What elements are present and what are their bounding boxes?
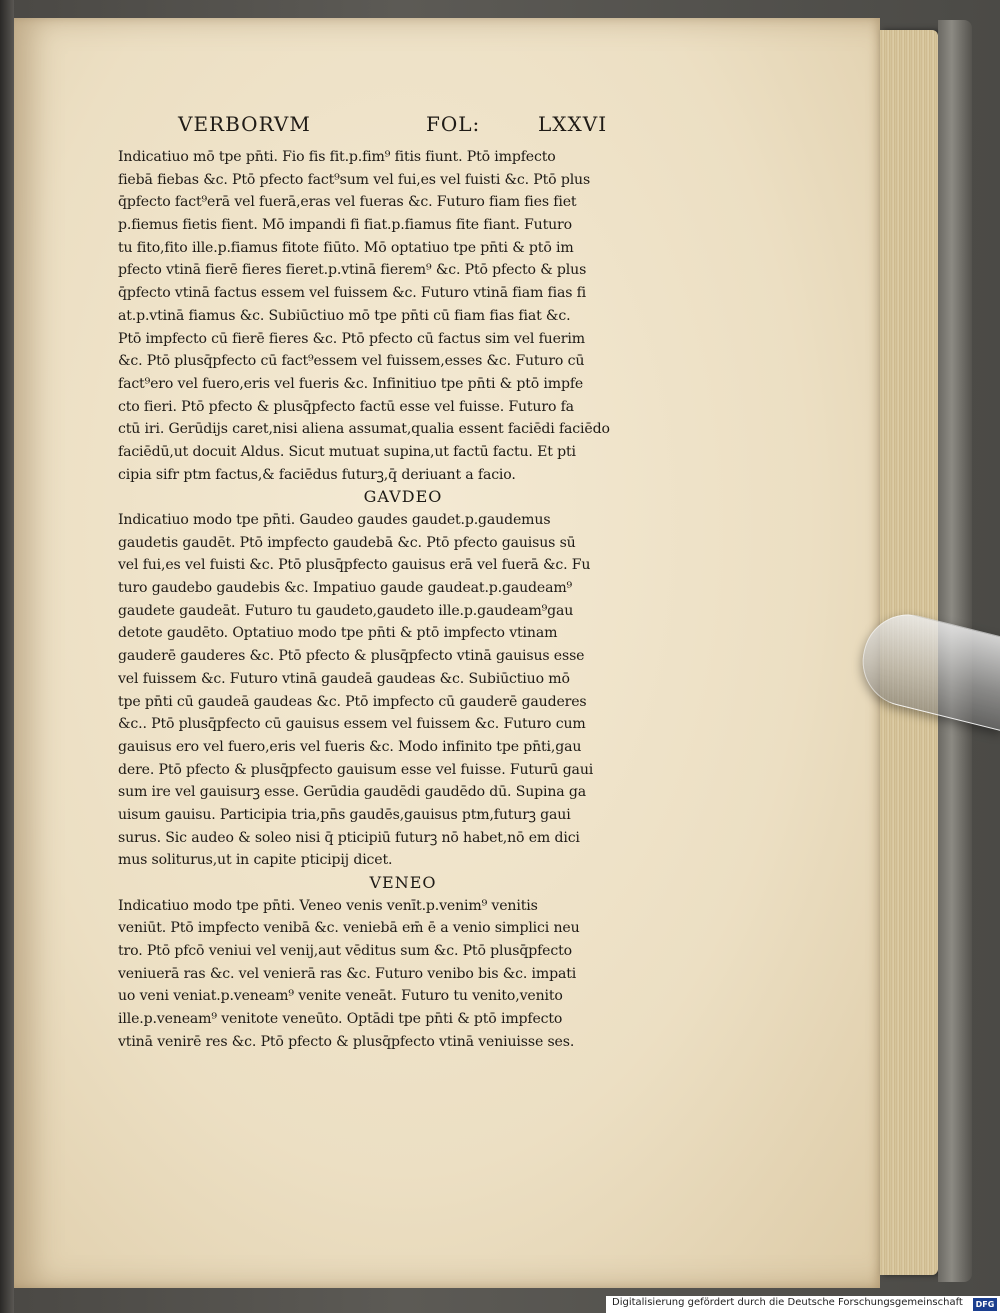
- text-line: &c. Ptō plusq̄pfecto cū fact⁹essem vel fuissem,esses &c. Futuro cū: [118, 353, 585, 370]
- text-line: gaudetis gaudēt. Ptō impfecto gaudebā &c. Ptō pfecto gauisus sū: [118, 534, 576, 551]
- text-line: at.p.vtinā fiamus &c. Subiūctiuo mō tpe pn̄ti cū fiam fias fiat &c.: [118, 307, 571, 324]
- folio-number: LXXVI: [538, 112, 608, 136]
- text-line: Ptō impfecto cū fierē fieres &c. Ptō pfecto cū factus sim vel fuerim: [118, 330, 585, 347]
- text-line: sum ire vel gauisurꝫ esse. Gerūdia gaudēdi gaudēdo dū. Supina ga: [118, 784, 587, 801]
- digitization-credit: Digitalisierung gefördert durch die Deutsche Forschungsgemeinschaft: [612, 1297, 963, 1308]
- text-line: veniūt. Ptō impfecto venibā &c. veniebā em̄ ē a venio simplici neu: [118, 920, 580, 937]
- text-line: dere. Ptō pfecto & plusq̄pfecto gauisum esse vel fuisse. Futurū gaui: [118, 761, 594, 778]
- text-line: vtinā venirē res &c. Ptō pfecto & plusq̄pfecto vtinā veniuisse ses.: [118, 1033, 575, 1050]
- text-line: Indicatiuo modo tpe pn̄ti. Veneo venis venīt.p.venim⁹ venitis: [118, 897, 538, 914]
- folio-label: FOL:: [426, 112, 481, 136]
- text-line: ille.p.veneam⁹ venitote veneūto. Optādi tpe pn̄ti & ptō impfecto: [118, 1011, 563, 1028]
- text-line: q̄pfecto fact⁹erā vel fuerā,eras vel fueras &c. Futuro fiam fies fiet: [118, 194, 577, 211]
- dfg-logo: DFG: [973, 1298, 997, 1311]
- text-line: Indicatiuo mō tpe pn̄ti. Fio fis fit.p.fim⁹ fitis fiunt. Ptō impfecto: [118, 149, 556, 165]
- body-text: [118, 146, 688, 1054]
- text-line: fact⁹ero vel fuero,eris vel fueris &c. Infinitiuo tpe pn̄ti & ptō impfe: [118, 375, 584, 392]
- text-line: pfecto vtinā fierē fieres fieret.p.vtinā fierem⁹ &c. Ptō pfecto & plus: [118, 262, 587, 279]
- text-line: vel fuissem &c. Futuro vtinā gaudeā gaudeas &c. Subiūctiuo mō: [118, 670, 570, 687]
- text-line: tro. Ptō pfcō veniui vel venij,aut vēditus sum &c. Ptō plusq̄pfecto: [118, 943, 572, 960]
- text-line: cto fieri. Ptō pfecto & plusq̄pfecto factū esse vel fuisse. Futuro fa: [118, 398, 574, 415]
- text-line: &c.. Ptō plusq̄pfecto cū gauisus essem vel fuissem &c. Futuro cum: [118, 716, 586, 733]
- text-line: uisum gauisu. Participia tria,pn̄s gaudēs,gauisus ptm,futurꝫ gaui: [118, 806, 571, 823]
- book-spine: [0, 0, 14, 1313]
- text-line: fiebā fiebas &c. Ptō pfecto fact⁹sum vel fui,es vel fuisti &c. Ptō plus: [118, 171, 591, 188]
- text-line: tu fito,fito ille.p.fiamus fitote fiūto. Mō optatiuo tpe pn̄ti & ptō im: [118, 239, 574, 256]
- text-line: turo gaudebo gaudebis &c. Impatiuo gaude gaudeat.p.gaudeam⁹: [118, 580, 573, 597]
- text-line: cipia sifr ptm factus,& faciēdus futurꝫ,q̄ deriuant a facio.: [118, 466, 516, 483]
- text-line: p.fiemus fietis fient. Mō impandi fi fiat.p.fiamus fite fiant. Futuro: [118, 217, 572, 234]
- text-line: faciēdū,ut docuit Aldus. Sicut mutuat supina,ut factū factu. Et pti: [118, 443, 576, 460]
- text-line: veniuerā ras &c. vel venierā ras &c. Futuro venibo bis &c. impati: [118, 965, 577, 982]
- digitization-footer: [606, 1296, 1000, 1313]
- section-heading-veneo: VENEO: [369, 873, 437, 892]
- text-line: tpe pn̄ti cū gaudeā gaudeas &c. Ptō impfecto cū gauderē gauderes: [118, 693, 587, 710]
- text-line: Indicatiuo modo tpe pn̄ti. Gaudeo gaudes gaudet.p.gaudemus: [118, 512, 551, 528]
- text-line: gauderē gauderes &c. Ptō pfecto & plusq̄pfecto vtinā gauisus esse: [118, 648, 585, 665]
- text-line: ctū iri. Gerūdijs caret,nisi aliena assumat,qualia essent faciēdi faciēdo: [118, 421, 610, 438]
- section-heading-gaudeo: GAVDEO: [363, 487, 443, 507]
- text-line: uo veni veniat.p.veneam⁹ venite veneāt. Futuro tu venito,venito: [118, 988, 563, 1005]
- text-line: q̄pfecto vtinā factus essem vel fuissem &c. Futuro vtinā fiam fias fi: [118, 285, 587, 302]
- running-head: [178, 112, 678, 142]
- text-line: surus. Sic audeo & soleo nisi q̄ pticipiū futurꝫ nō habet,nō em dici: [118, 829, 580, 846]
- text-line: detote gaudēto. Optatiuo modo tpe pn̄ti & ptō impfecto vtinam: [118, 625, 558, 642]
- text-line: gaudete gaudeāt. Futuro tu gaudeto,gaudeto ille.p.gaudeam⁹gau: [118, 602, 574, 619]
- text-line: mus soliturus,ut in capite pticipij dicet.: [118, 852, 393, 869]
- text-line: gauisus ero vel fuero,eris vel fueris &c. Modo infinito tpe pn̄ti,gau: [118, 738, 582, 755]
- text-line: vel fui,es vel fuisti &c. Ptō plusq̄pfecto gauisus erā vel fuerā &c. Fu: [118, 557, 591, 574]
- running-head-title: VERBORVM: [178, 112, 311, 136]
